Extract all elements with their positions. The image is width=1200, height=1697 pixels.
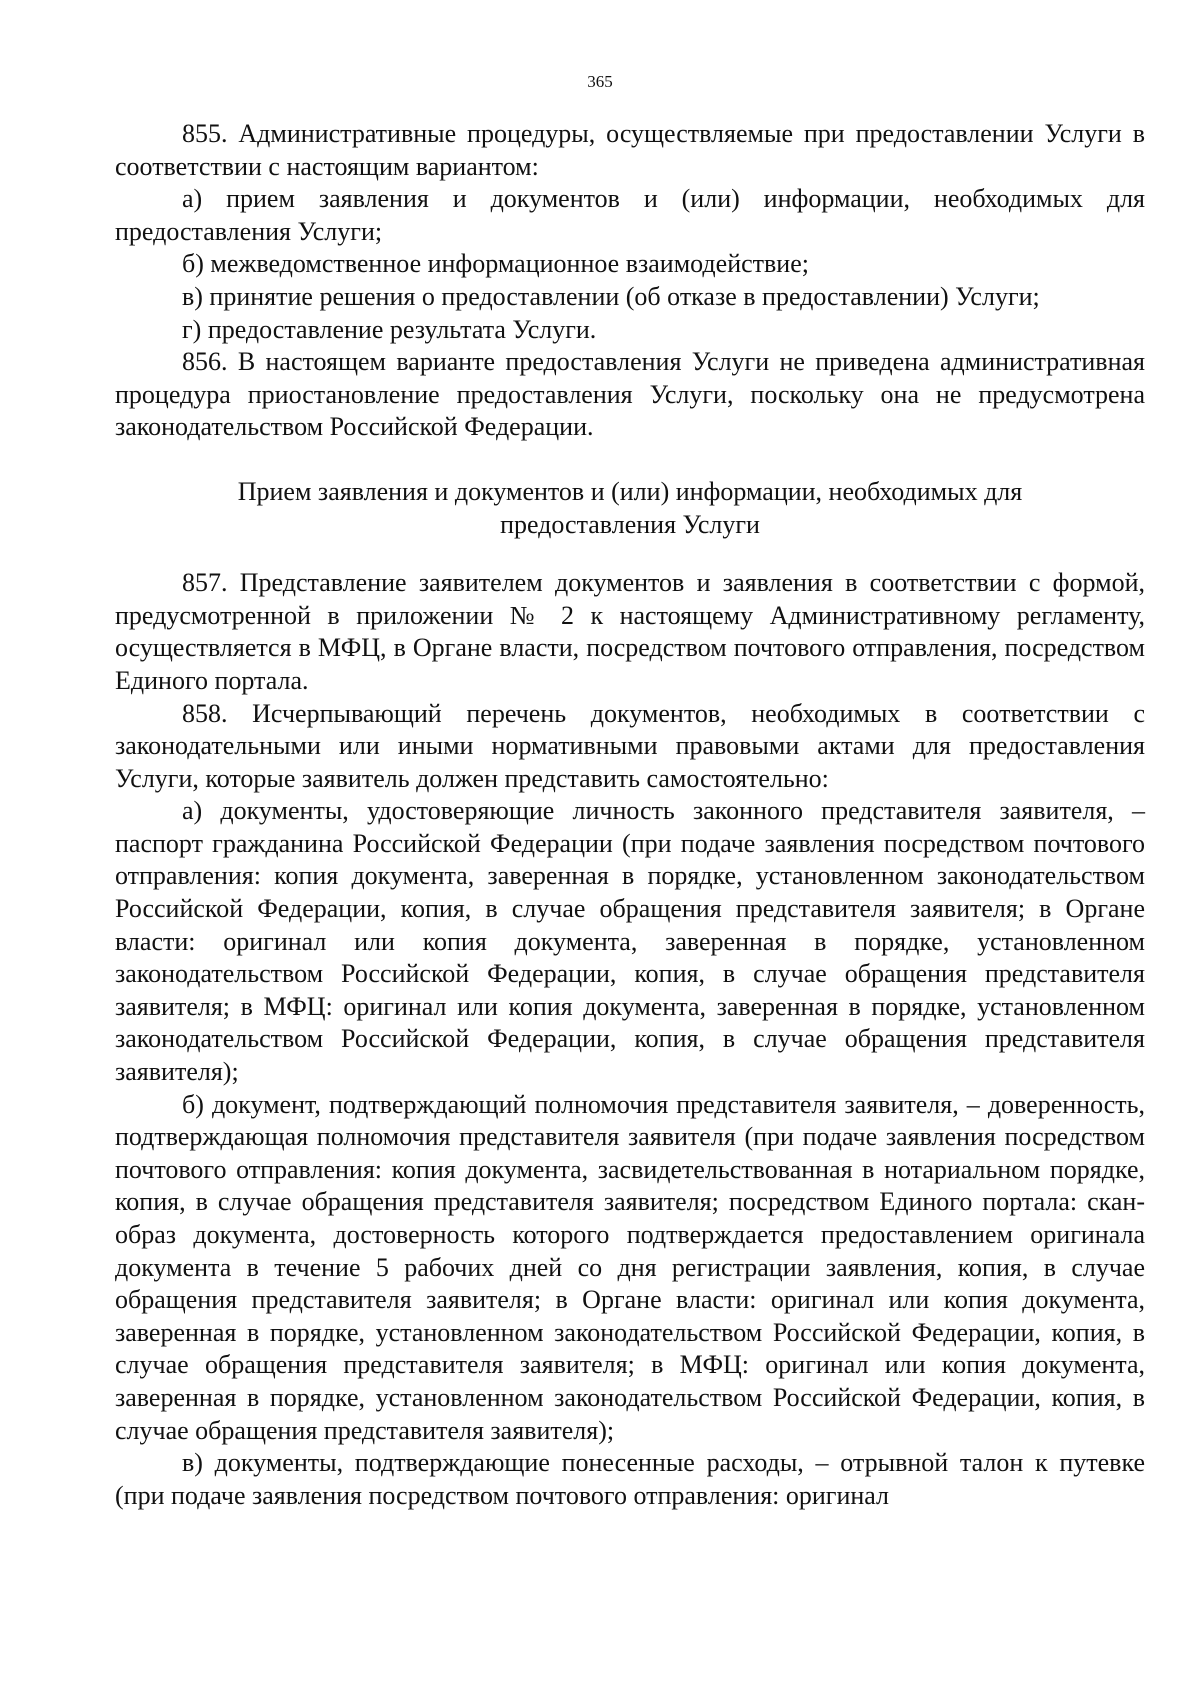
list-item-v: в) принятие решения о предоставлении (об отказе в предоставлении) Услуги; (182, 281, 1040, 311)
paragraph-858: 858. Исчерпывающий перечень документов, необходимых в соответствии с законодательными или иными нормативными правовыми актами для предоставления Услуги, которые заявитель должен представить самостоятельно: (115, 698, 1145, 793)
paragraph-856: 856. В настоящем варианте предоставления Услуги не приведена административная процедура приостановление предоставления Услуги, поскольку она не предусмотрена законодательством Российской Федерации. (115, 347, 1145, 442)
document-list-item-v: в) документы, подтверждающие понесенные расходы, – отрывной талон к путевке (при подаче заявления посредством почтового отправления: оригинал (115, 1448, 1145, 1510)
list-item-a: а) прием заявления и документов и (или) информации, необходимых для предоставления Услуги; (115, 184, 1145, 246)
list-item-b: б) межведомственное информационное взаимодействие; (182, 249, 809, 279)
document-body (115, 118, 1145, 1512)
section-heading-line-1: Прием заявления и документов и (или) информации, необходимых для (237, 476, 1023, 506)
document-list-item-a: а) документы, удостоверяющие личность законного представителя заявителя, – паспорт гражданина Российской Федерации (при подаче заявления посредством почтового отправления: копия документа, заверенная в порядке, установленном законодательством Российской Федерации, копия, в случае обращения представителя заявителя; в Органе власти: оригинал или копия документа, заверенная в порядке, установленном законодательством Российской Федерации, копия, в случае обращения представителя заявителя; в МФЦ: оригинал или копия документа, заверенная в порядке, установленном законодательством Российской Федерации, копия, в случае обращения представителя заявителя); (115, 796, 1145, 1087)
document-list-item-b: б) документ, подтверждающий полномочия представителя заявителя, – доверенность, подтверждающая полномочия представителя заявителя (при подаче заявления посредством почтового отправления: копия документа, засвидетельствованная в нотариальном порядке, копия, в случае обращения представителя заявителя; посредством Единого портала: скан-образ документа, достоверность которого подтверждается предоставлением оригинала документа в течение 5 рабочих дней со дня регистрации заявления, копия, в случае обращения представителя заявителя; в Органе власти: оригинал или копия документа, заверенная в порядке, установленном законодательством Российской Федерации, копия, в случае обращения представителя заявителя; в МФЦ: оригинал или копия документа, заверенная в порядке, установленном законодательством Российской Федерации, копия, в случае обращения представителя заявителя); (115, 1089, 1145, 1445)
section-heading (115, 476, 1145, 541)
list-item-g: г) предоставление результата Услуги. (182, 314, 597, 344)
paragraph-855: 855. Административные процедуры, осуществляемые при предоставлении Услуги в соответствии с настоящим вариантом: (115, 119, 1145, 181)
page-number: 365 (587, 72, 613, 91)
paragraph-857: 857. Представление заявителем документов и заявления в соответствии с формой, предусмотренной в приложении № 2 к настоящему Административному регламенту, осуществляется в МФЦ, в Органе власти, посредством почтового отправления, посредством Единого портала. (115, 568, 1145, 695)
section-heading-line-2: предоставления Услуги (500, 509, 760, 539)
